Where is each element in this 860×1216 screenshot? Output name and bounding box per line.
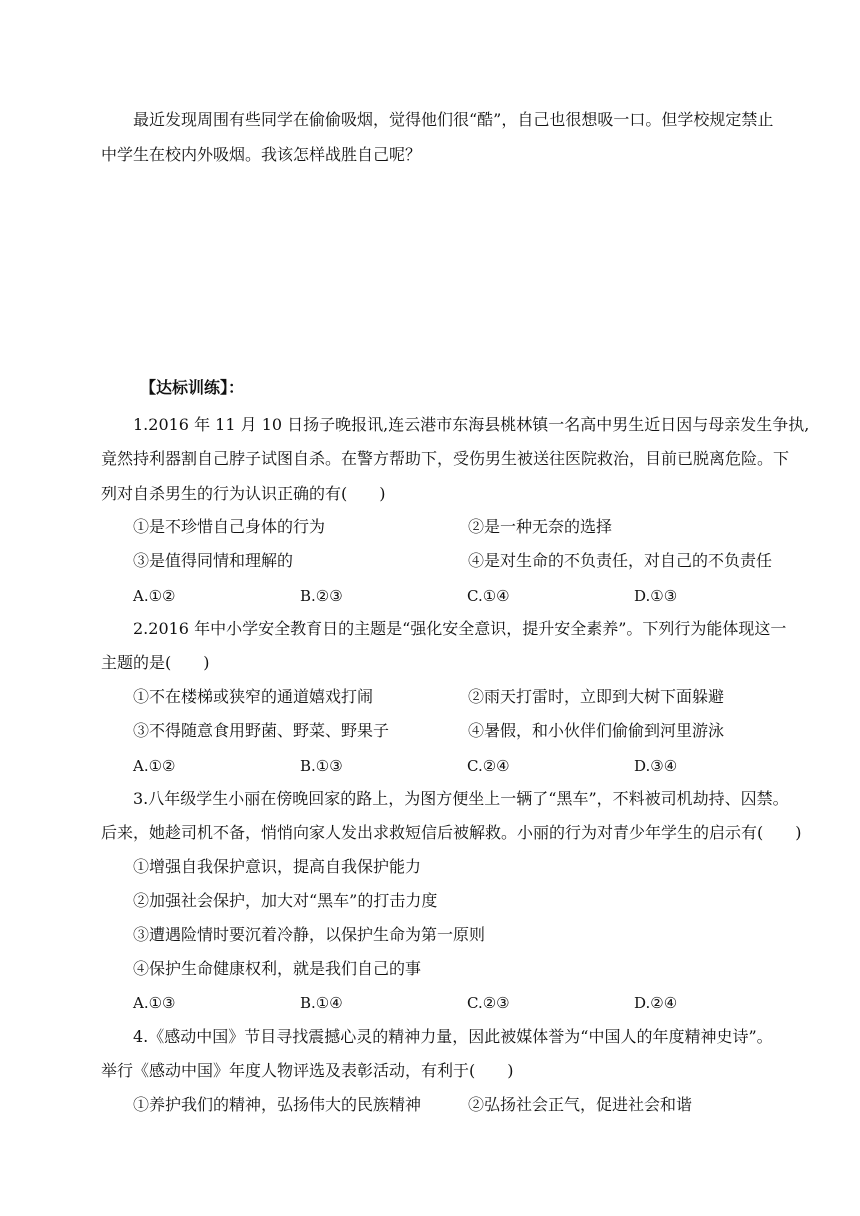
question-4-option-1: ①养护我们的精神，弘扬伟大的民族精神 (133, 1095, 422, 1114)
question-2-option-3: ③不得随意食用野菌、野菜、野果子 (133, 721, 390, 740)
intro-line-1: 最近发现周围有些同学在偷偷吸烟，觉得他们很“酷”，自己也很想吸一口。但学校规定禁止 (133, 110, 774, 129)
question-2-answer-d: D.③④ (634, 757, 678, 775)
question-1-option-2: ②是一种无奈的选择 (468, 517, 613, 536)
question-4-line-1: 4.《感动中国》节目寻找震撼心灵的精神力量，因此被媒体誉为“中国人的年度精神史诗”。 (133, 1027, 773, 1046)
question-4-line-2: 举行《感动中国》年度人物评选及表彰活动，有利于( ) (101, 1061, 514, 1080)
question-1-option-3: ③是值得同情和理解的 (133, 551, 294, 570)
question-2-option-1: ①不在楼梯或狭窄的通道嬉戏打闹 (133, 687, 374, 706)
question-2-option-4: ④暑假，和小伙伴们偷偷到河里游泳 (468, 721, 725, 740)
question-3-answer-c: C.②③ (467, 994, 510, 1012)
question-1-answer-a: A.①② (133, 587, 176, 605)
question-4-option-2: ②弘扬社会正气，促进社会和谐 (468, 1095, 693, 1114)
question-3-option-1: ①增强自我保护意识，提高自我保护能力 (133, 857, 422, 876)
section-title: 【达标训练】： (140, 378, 245, 397)
question-1-option-1: ①是不珍惜自己身体的行为 (133, 517, 326, 536)
question-2-option-2: ②雨天打雷时，立即到大树下面躲避 (468, 687, 725, 706)
question-2-answer-a: A.①② (133, 757, 176, 775)
question-3-option-2: ②加强社会保护，加大对“黑车”的打击力度 (133, 891, 438, 910)
question-1-line-2: 竟然持利器割自己脖子试图自杀。在警方帮助下，受伤男生被送往医院救治，目前已脱离危险。下 (101, 449, 790, 468)
question-2-line-1: 2.2016 年中小学安全教育日的主题是“强化安全意识，提升安全素养”。下列行为能体现这一 (133, 619, 787, 638)
question-3-line-1: 3.八年级学生小丽在傍晚回家的路上，为图方便坐上一辆了“黑车”，不料被司机劫持、囚禁。 (133, 789, 789, 808)
question-3-option-3: ③遭遇险情时要沉着冷静，以保护生命为第一原则 (133, 925, 486, 944)
question-1-answer-b: B.②③ (300, 587, 343, 605)
question-2-line-2: 主题的是( ) (101, 653, 210, 672)
question-1-answer-c: C.①④ (467, 587, 510, 605)
question-3-answer-b: B.①④ (300, 994, 343, 1012)
question-1-line-1: 1.2016 年 11 月 10 日扬子晚报讯,连云港市东海县桃林镇一名高中男生近日因与母亲发生争执, (133, 415, 810, 434)
question-3-answer-a: A.①③ (133, 994, 176, 1012)
question-1-answer-d: D.①③ (634, 587, 678, 605)
question-1-option-4: ④是对生命的不负责任，对自己的不负责任 (468, 551, 773, 570)
question-3-line-2: 后来，她趁司机不备，悄悄向家人发出求救短信后被解救。小丽的行为对青少年学生的启示有( ) (101, 823, 802, 842)
question-3-answer-d: D.②④ (634, 994, 678, 1012)
intro-line-2: 中学生在校内外吸烟。我该怎样战胜自己呢？ (101, 145, 422, 164)
question-3-option-4: ④保护生命健康权利，就是我们自己的事 (133, 959, 422, 978)
question-2-answer-c: C.②④ (467, 757, 510, 775)
question-1-line-3: 列对自杀男生的行为认识正确的有( ) (101, 484, 386, 503)
question-2-answer-b: B.①③ (300, 757, 343, 775)
